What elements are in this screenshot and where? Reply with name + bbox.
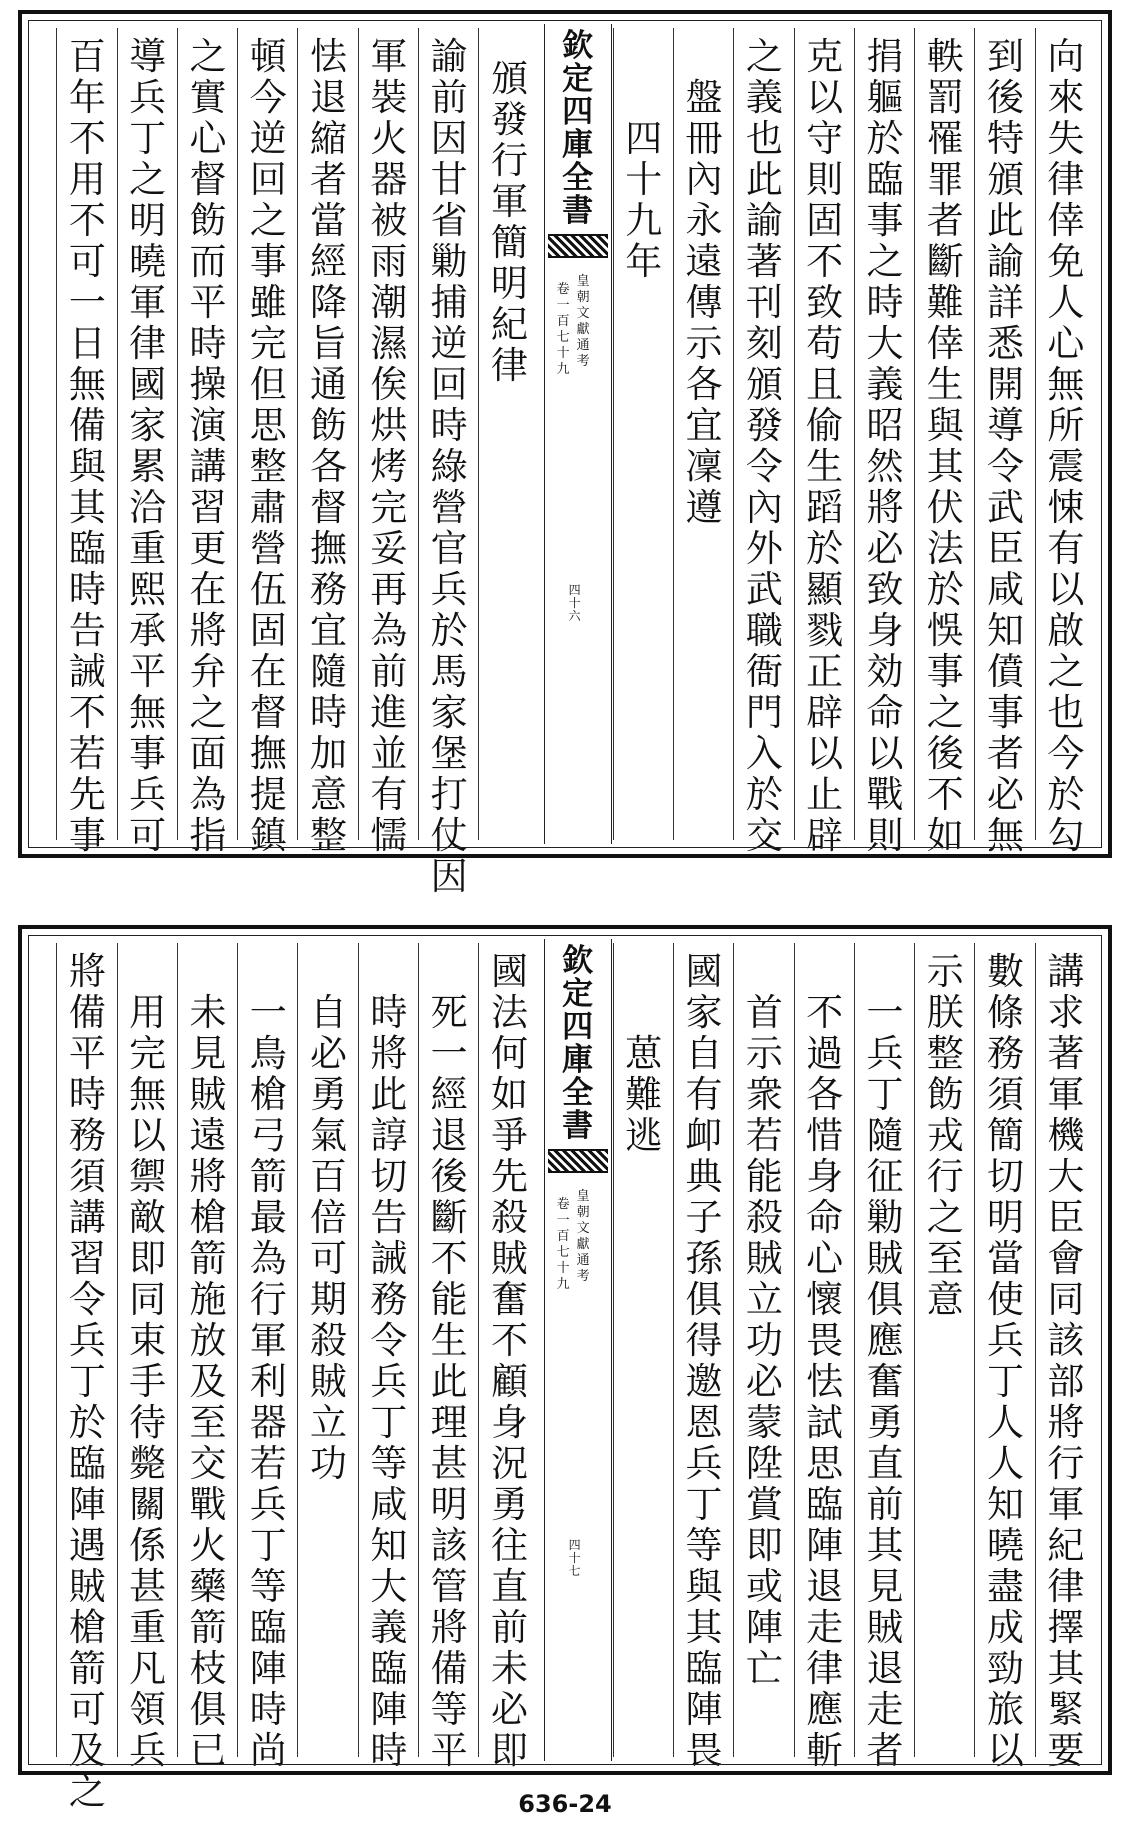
- text-column: 數 條 務 須 簡 切 明 當 使 兵 丁 人 人 知 曉 盡 成 勁 旅 以: [987, 950, 1025, 1772]
- center-banner: [544, 939, 612, 1761]
- text-column: 未 見 賊 遠 將 槍 箭 施 放 及 至 交 戰 火 藥 箭 枝 俱 已: [189, 991, 227, 1772]
- text-column: 軍 裝 火 器 被 雨 潮 濕 俟 烘 烤 完 妥 再 為 前 進 並 有 懦: [370, 35, 408, 857]
- page-number: 636-24: [518, 1790, 612, 1818]
- text-column: 導 兵 丁 之 明 曉 軍 律 國 家 累 洽 重 熙 承 平 無 事 兵 可: [129, 35, 167, 857]
- center-banner: [544, 24, 612, 844]
- text-column: 講 求 著 軍 機 大 臣 會 同 該 部 將 行 軍 紀 律 擇 其 緊 要: [1047, 950, 1085, 1772]
- text-column: 一 鳥 槍 弓 箭 最 為 行 軍 利 器 若 兵 丁 等 臨 陣 時 尚: [249, 991, 287, 1772]
- text-column: 將 備 平 時 務 須 講 習 令 兵 丁 於 臨 陣 遇 賊 槍 箭 可 及 之: [68, 950, 106, 1813]
- text-column: 葸 難 逃: [625, 1032, 663, 1157]
- top-page: [18, 10, 1112, 898]
- text-column: 到 後 特 頒 此 諭 詳 悉 開 導 令 武 臣 咸 知 僨 事 者 必 無: [987, 35, 1025, 857]
- text-column: 向 來 失 律 倖 免 人 心 無 所 震 悚 有 以 啟 之 也 今 於 勾: [1047, 35, 1085, 857]
- text-column: 頓 今 逆 回 之 事 雖 完 但 思 整 肅 營 伍 固 在 督 撫 提 鎮: [249, 35, 287, 857]
- fish-tail-ornament: [548, 1149, 608, 1173]
- text-column: 自 必 勇 氣 百 倍 可 期 殺 賊 立 功: [310, 991, 348, 1485]
- banner-source: 皇 朝 文 獻 通 考: [576, 274, 590, 369]
- text-column: 國 家 自 有 卹 典 子 孫 俱 得 邀 恩 兵 丁 等 與 其 臨 陣 畏: [685, 950, 723, 1772]
- banner-source: 皇 朝 文 獻 通 考: [576, 1189, 590, 1284]
- text-column: 捐 軀 於 臨 事 之 時 大 義 昭 然 將 必 致 身 効 命 以 戰 則: [866, 35, 904, 857]
- banner-folio: 四 十 六: [568, 583, 581, 623]
- column-rule: [613, 28, 614, 840]
- text-column: 用 完 無 以 禦 敵 即 同 束 手 待 斃 關 係 甚 重 凡 領 兵: [129, 991, 167, 1772]
- text-column: 死 一 經 退 後 斷 不 能 生 此 理 甚 明 該 管 將 備 等 平: [430, 991, 468, 1772]
- banner-volume: 卷 一 百 七 十 九: [556, 1197, 570, 1292]
- banner-folio: 四 十 七: [568, 1538, 581, 1578]
- fish-tail-ornament: [548, 234, 608, 258]
- column-rule: [56, 28, 57, 840]
- text-column: 時 將 此 諄 切 告 誡 務 令 兵 丁 等 咸 知 大 義 臨 陣 時: [370, 991, 408, 1772]
- text-column: 四 十 九 年: [625, 117, 663, 283]
- text-column: 怯 退 縮 者 當 經 降 旨 通 飭 各 督 撫 務 宜 隨 時 加 意 整: [310, 35, 348, 857]
- column-rule: [613, 943, 614, 1757]
- banner-volume: 卷 一 百 七 十 九: [556, 282, 570, 377]
- text-column: 頒 發 行 軍 簡 明 紀 律: [490, 57, 528, 387]
- text-column: 國 法 何 如 爭 先 殺 賊 奮 不 顧 身 況 勇 往 直 前 未 必 即: [490, 950, 528, 1772]
- text-column: 之 實 心 督 飭 而 平 時 操 演 講 習 更 在 將 弁 之 面 為 指: [189, 35, 227, 857]
- text-column: 盤 冊 內 永 遠 傳 示 各 宜 凜 遵: [685, 76, 723, 529]
- text-column: 克 以 守 則 固 不 致 苟 且 偷 生 蹈 於 顯 戮 正 辟 以 止 辟: [806, 35, 844, 857]
- banner-title: 欽 定 四 庫 全 書: [562, 28, 594, 229]
- text-column: 諭 前 因 甘 省 勦 捕 逆 回 時 綠 營 官 兵 於 馬 家 堡 打 仗 因: [430, 35, 468, 898]
- text-column: 不 過 各 惜 身 命 心 懷 畏 怯 試 思 臨 陣 退 走 律 應 斬: [806, 991, 844, 1772]
- banner-title: 欽 定 四 庫 全 書: [562, 943, 594, 1144]
- column-rule: [56, 943, 57, 1757]
- text-column: 百 年 不 用 不 可 一 日 無 備 與 其 臨 時 告 誡 不 若 先 事: [68, 35, 106, 857]
- text-column: 首 示 衆 若 能 殺 賊 立 功 必 蒙 陞 賞 即 或 陣 亡: [745, 991, 783, 1690]
- text-column: 一 兵 丁 隨 征 勦 賊 俱 應 奮 勇 直 前 其 見 賊 退 走 者: [866, 991, 904, 1772]
- text-column: 示 朕 整 飭 戎 行 之 至 意: [926, 950, 964, 1321]
- text-column: 之 義 也 此 諭 著 刊 刻 頒 發 令 內 外 武 職 衙 門 入 於 交: [745, 35, 783, 857]
- text-column: 軼 罰 罹 罪 者 斷 難 倖 生 與 其 伏 法 於 悞 事 之 後 不 如: [926, 35, 964, 857]
